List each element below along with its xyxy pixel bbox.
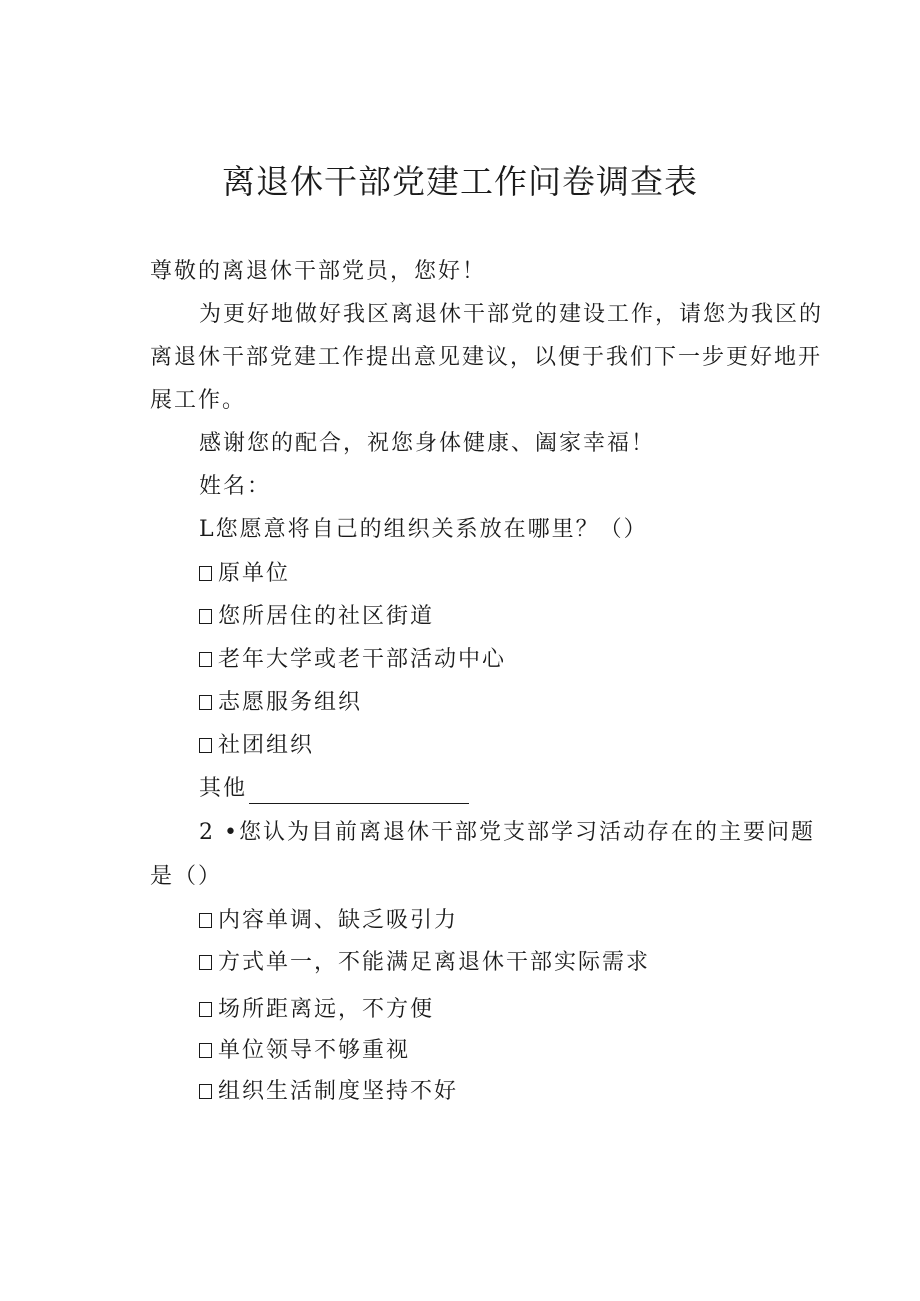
q2-option[interactable]	[199, 948, 650, 978]
q2-option-label: 单位领导不够重视	[218, 1038, 411, 1063]
intro-line-3: 展工作。	[150, 388, 247, 413]
q1-option-label: 您所居住的社区街道	[218, 604, 435, 629]
checkbox-icon[interactable]	[199, 695, 212, 710]
checkbox-icon[interactable]	[199, 566, 212, 581]
intro-line-1: 为更好地做好我区离退休干部党的建设工作，请您为我区的	[199, 302, 824, 327]
checkbox-icon[interactable]	[199, 1043, 212, 1058]
checkbox-icon[interactable]	[199, 1002, 212, 1017]
greeting: 尊敬的离退休干部党员，您好！	[150, 259, 487, 284]
q1-option[interactable]	[199, 645, 506, 675]
q2-option-label: 方式单一，不能满足离退休干部实际需求	[218, 950, 651, 975]
q2-option-label: 内容单调、缺乏吸引力	[218, 908, 459, 933]
q1-other-row	[199, 774, 469, 804]
q1-other-blank-field[interactable]	[249, 781, 469, 804]
q1-option-label: 志愿服务组织	[218, 690, 363, 715]
q1-option-label: 老年大学或老干部活动中心	[218, 647, 507, 672]
q1-option-label: 社团组织	[218, 733, 315, 758]
checkbox-icon[interactable]	[199, 1084, 212, 1099]
q1-option-label: 原单位	[218, 561, 291, 586]
question-2-text-line-2: 是（）	[150, 864, 223, 889]
thanks-line: 感谢您的配合，祝您身体健康、阖家幸福！	[199, 431, 656, 456]
q2-option-label: 场所距离远，不方便	[218, 997, 435, 1022]
q2-option[interactable]	[199, 906, 458, 936]
checkbox-icon[interactable]	[199, 913, 212, 928]
question-2-text-line-1: 2 •您认为目前离退休干部党支部学习活动存在的主要问题	[199, 820, 815, 845]
q1-option[interactable]	[199, 602, 434, 632]
q2-option[interactable]	[199, 1036, 410, 1066]
checkbox-icon[interactable]	[199, 955, 212, 970]
intro-line-2: 离退休干部党建工作提出意见建议，以便于我们下一步更好地开	[150, 345, 823, 370]
q1-option[interactable]	[199, 688, 362, 718]
q2-option[interactable]	[199, 995, 434, 1025]
q2-option-label: 组织生活制度坚持不好	[218, 1079, 459, 1104]
question-1-text: L您愿意将自己的组织关系放在哪里？（）	[199, 517, 648, 542]
q1-other-label: 其他	[199, 776, 248, 801]
checkbox-icon[interactable]	[199, 652, 212, 667]
checkbox-icon[interactable]	[199, 609, 212, 624]
page-title: 离退休干部党建工作问卷调查表	[222, 162, 698, 201]
q1-option[interactable]	[199, 731, 314, 761]
checkbox-icon[interactable]	[199, 738, 212, 753]
q2-option[interactable]	[199, 1077, 458, 1107]
name-field-label: 姓名：	[199, 474, 272, 499]
q1-option[interactable]	[199, 559, 290, 589]
